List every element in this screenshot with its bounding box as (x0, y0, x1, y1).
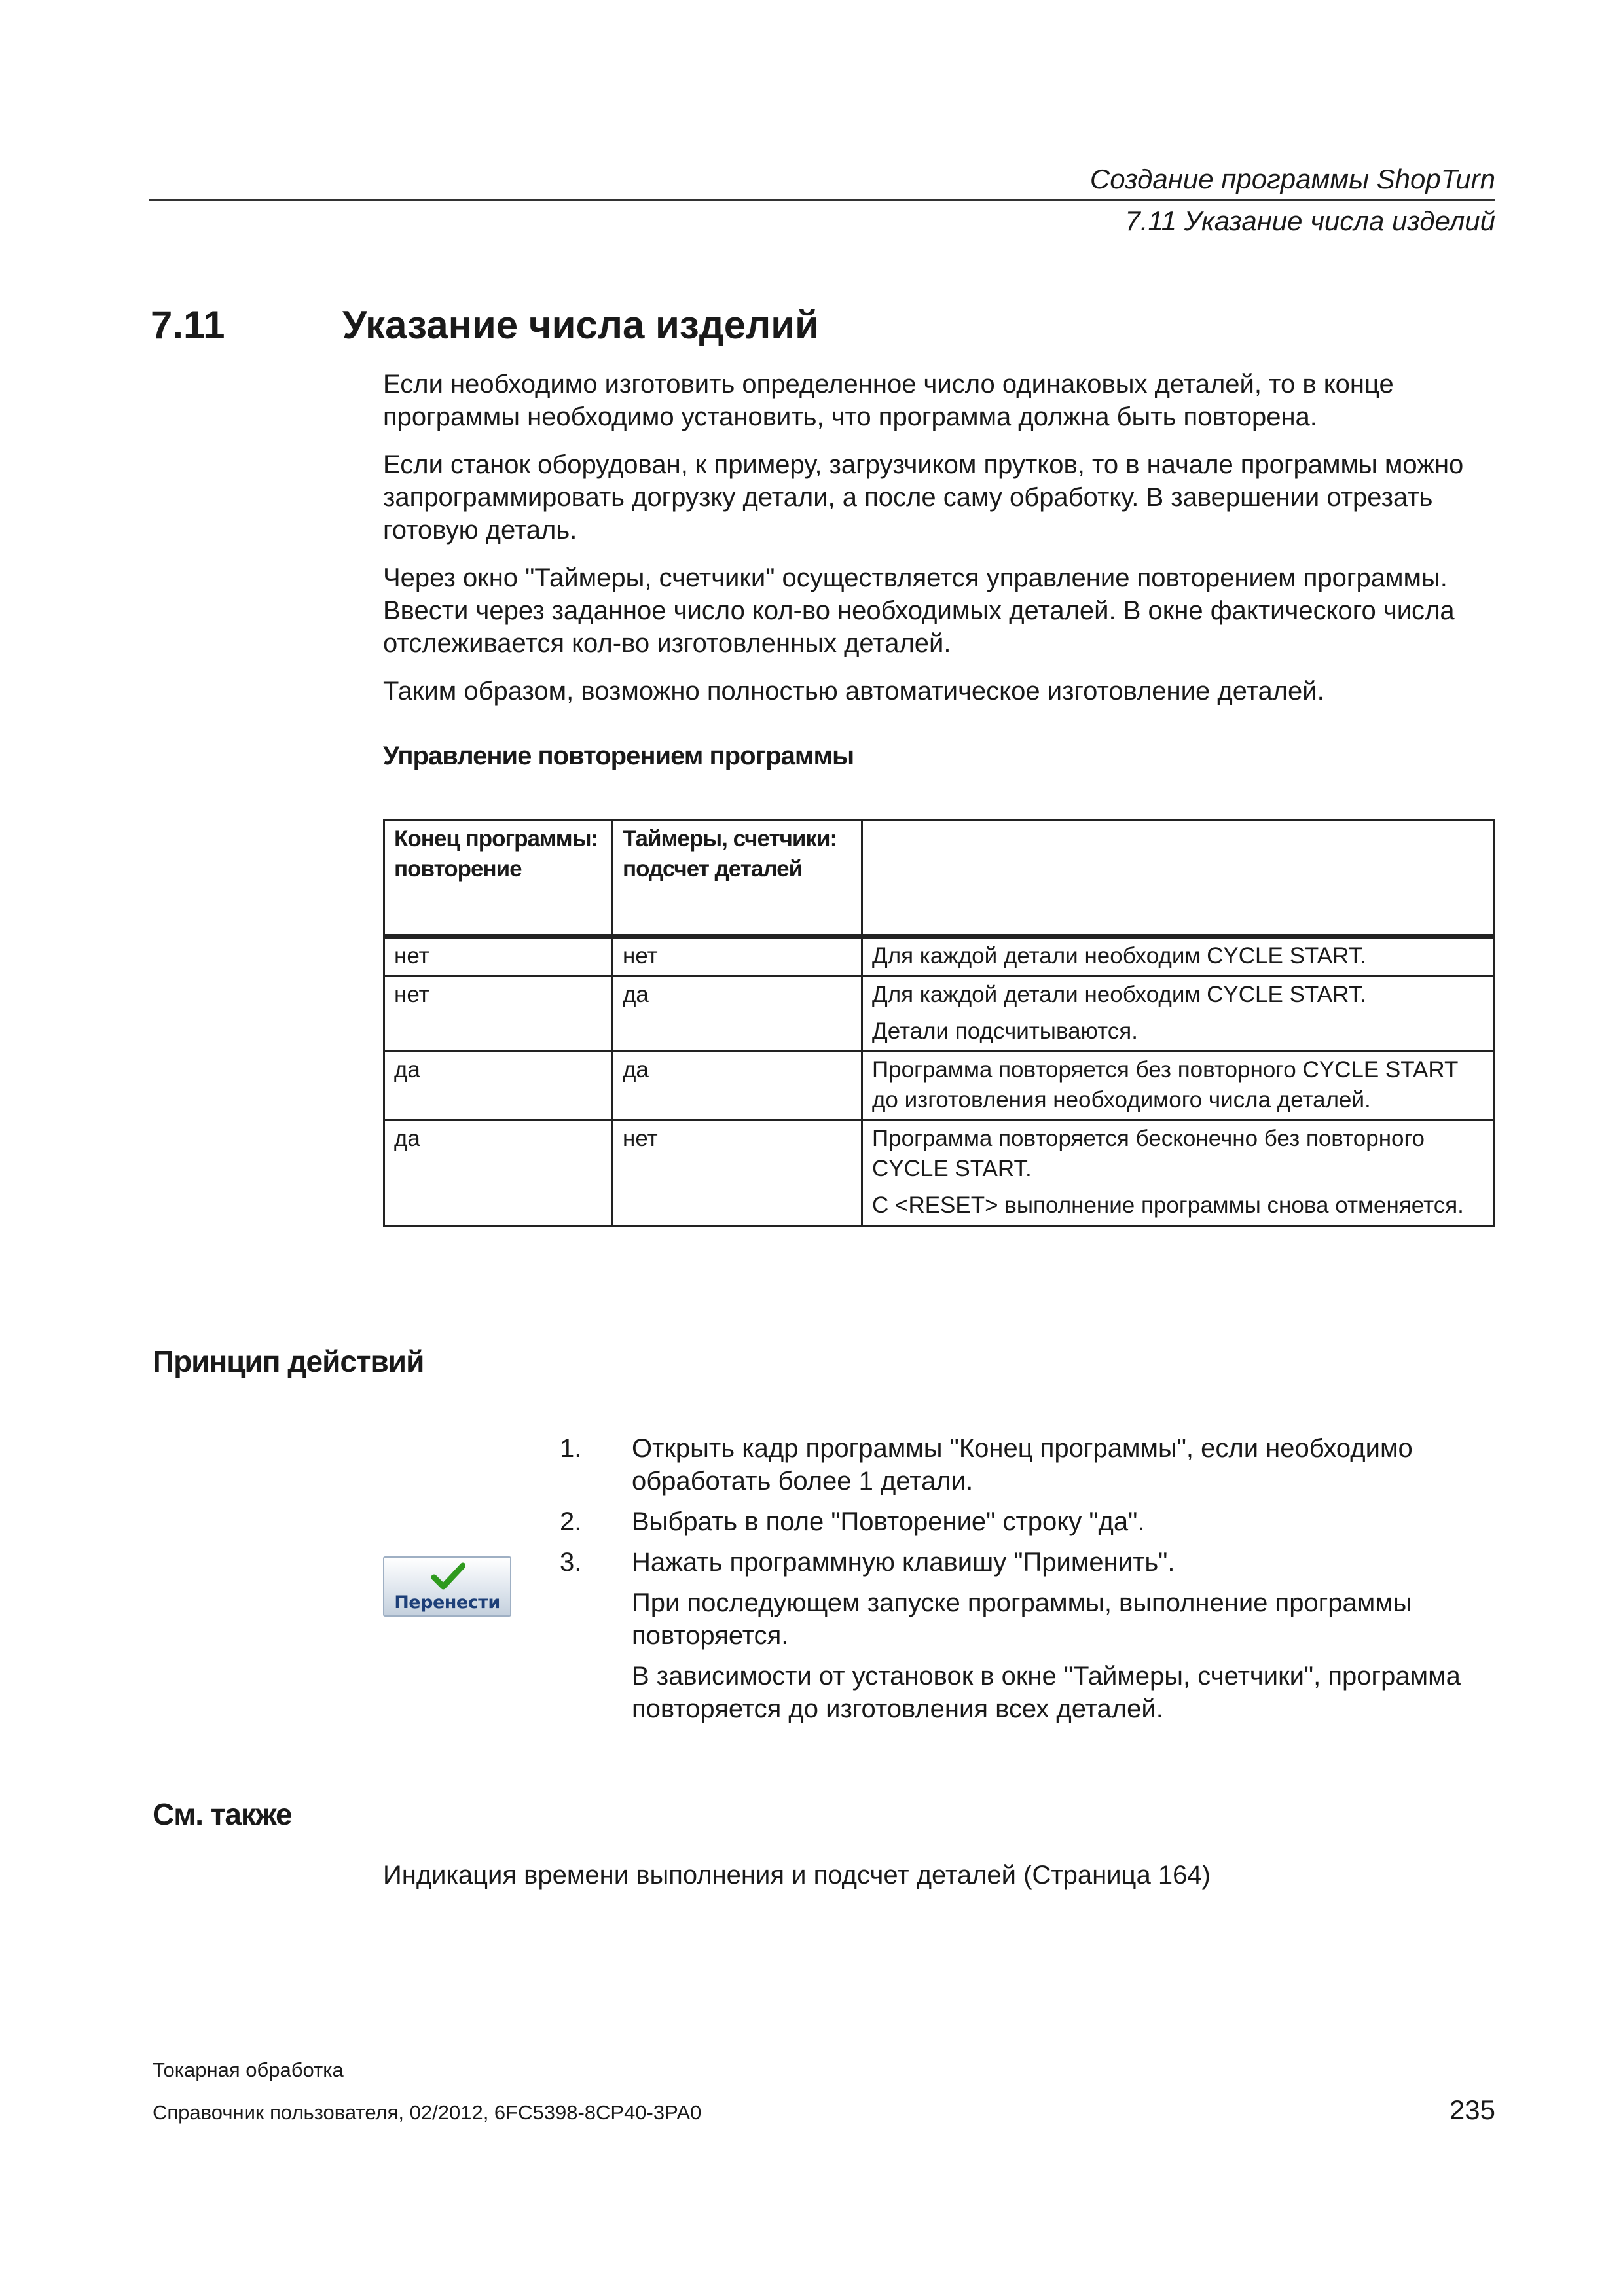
step-text: Нажать программную клавишу "Применить". (632, 1548, 1175, 1577)
table-cell: нет (613, 937, 862, 977)
table-cell: да (613, 977, 862, 1052)
table-header-cell: Таймеры, счетчики: подсчет деталей (613, 821, 862, 937)
table-header-row (384, 821, 1494, 937)
table-cell: да (384, 1121, 613, 1226)
repetition-table (383, 819, 1495, 1227)
step-text: Открыть кадр программы "Конец программы", если необходимо обработать более 1 детали. (632, 1434, 1413, 1496)
see-also-link[interactable]: Индикация времени выполнения и подсчет деталей (Страница 164) (383, 1861, 1211, 1890)
section-number: 7.11 (151, 303, 225, 347)
table-row (384, 1052, 1494, 1121)
cell-text: Программа повторяется бесконечно без повторного CYCLE START. (872, 1126, 1425, 1181)
table-cell (862, 1052, 1494, 1121)
step-number: 2. (560, 1507, 582, 1536)
table-cell (862, 1121, 1494, 1226)
intro-paragraph-1: Если необходимо изготовить определенное число одинаковых деталей, то в конце программы необходимо установить, что программа должна быть повторена. (383, 370, 1394, 431)
page-number: 235 (1449, 2094, 1495, 2125)
step-note: При последующем запуске программы, выполнение программы повторяется. (632, 1588, 1412, 1650)
section-title: Указание числа изделий (342, 303, 820, 347)
step-number: 1. (560, 1434, 582, 1463)
list-item (560, 1505, 1503, 1538)
list-item (560, 1432, 1503, 1498)
see-also-heading: См. также (153, 1797, 292, 1831)
cell-text: Для каждой детали необходим CYCLE START. (872, 943, 1366, 969)
table-row (384, 1121, 1494, 1226)
footer-manual-info: Справочник пользователя, 02/2012, 6FC5398-8CP40-3PA0 (153, 2101, 702, 2124)
running-header-chapter: Создание программы ShopTurn (1089, 164, 1495, 194)
procedure-heading: Принцип действий (153, 1344, 424, 1378)
table-cell: нет (384, 977, 613, 1052)
table-cell: нет (613, 1121, 862, 1226)
table-heading: Управление повторением программы (383, 742, 854, 770)
checkmark-icon (431, 1562, 465, 1590)
table-header-cell: Конец программы: повторение (384, 821, 613, 937)
apply-softkey[interactable] (383, 1556, 511, 1617)
cell-note: Детали подсчитываются. (872, 1018, 1138, 1044)
softkey-label: Перенести (394, 1592, 500, 1613)
cell-text: Для каждой детали необходим CYCLE START. (872, 982, 1366, 1007)
step-text: Выбрать в поле "Повторение" строку "да". (632, 1507, 1145, 1536)
table-cell (862, 977, 1494, 1052)
procedure-steps (560, 1432, 1503, 1733)
intro-paragraph-2: Если станок оборудован, к примеру, загрузчиком прутков, то в начале программы можно запрограммировать догрузку детали, а после саму обработку. В завершении отрезать готовую деталь. (383, 450, 1464, 545)
intro-paragraph-4: Таким образом, возможно полностью автоматическое изготовление деталей. (383, 677, 1324, 706)
running-header-section: 7.11 Указание числа изделий (1125, 206, 1495, 236)
table-header-cell (862, 821, 1494, 937)
header-rule (149, 199, 1495, 201)
cell-note: С <RESET> выполнение программы снова отменяется. (872, 1193, 1464, 1218)
table-row (384, 977, 1494, 1052)
intro-paragraph-3: Через окно "Таймеры, счетчики" осуществляется управление повторением программы. Ввести через заданное число кол-во необходимых деталей. В окне фактического числа отслеживается кол-во изготовленных деталей. (383, 564, 1455, 658)
list-item (560, 1546, 1503, 1725)
table-cell: нет (384, 937, 613, 977)
footer-product: Токарная обработка (153, 2058, 344, 2081)
step-number: 3. (560, 1548, 582, 1577)
table-cell: да (613, 1052, 862, 1121)
cell-text: Программа повторяется без повторного CYCLE START до изготовления необходимого числа деталей. (872, 1057, 1458, 1113)
table-cell (862, 937, 1494, 977)
table-cell: да (384, 1052, 613, 1121)
table-row (384, 937, 1494, 977)
step-note: В зависимости от установок в окне "Таймеры, счетчики", программа повторяется до изготовления всех деталей. (632, 1662, 1461, 1723)
